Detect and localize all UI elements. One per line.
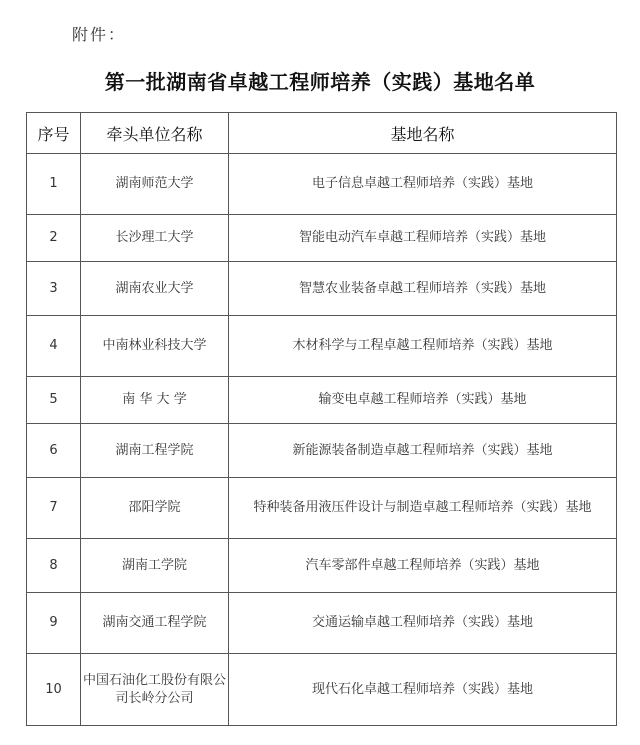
cell-base-name: 汽车零部件卓越工程师培养（实践）基地 bbox=[229, 539, 617, 593]
cell-serial-number: 2 bbox=[27, 215, 81, 262]
table-row bbox=[27, 154, 617, 215]
cell-base-name: 木材科学与工程卓越工程师培养（实践）基地 bbox=[229, 316, 617, 377]
table-header-row bbox=[27, 113, 617, 154]
cell-serial-number: 7 bbox=[27, 478, 81, 539]
cell-lead-unit: 湖南交通工程学院 bbox=[81, 593, 229, 654]
table-row bbox=[27, 215, 617, 262]
cell-base-name: 现代石化卓越工程师培养（实践）基地 bbox=[229, 654, 617, 726]
cell-base-name: 交通运输卓越工程师培养（实践）基地 bbox=[229, 593, 617, 654]
table-row bbox=[27, 424, 617, 478]
table-row bbox=[27, 262, 617, 316]
cell-serial-number: 10 bbox=[27, 654, 81, 726]
cell-serial-number: 3 bbox=[27, 262, 81, 316]
cell-base-name: 电子信息卓越工程师培养（实践）基地 bbox=[229, 154, 617, 215]
cell-lead-unit: 湖南工学院 bbox=[81, 539, 229, 593]
cell-serial-number: 1 bbox=[27, 154, 81, 215]
cell-serial-number: 9 bbox=[27, 593, 81, 654]
base-list-table bbox=[26, 112, 617, 726]
cell-base-name: 新能源装备制造卓越工程师培养（实践）基地 bbox=[229, 424, 617, 478]
cell-lead-unit: 中南林业科技大学 bbox=[81, 316, 229, 377]
table-row bbox=[27, 377, 617, 424]
cell-lead-unit: 中国石油化工股份有限公司长岭分公司 bbox=[81, 654, 229, 726]
cell-lead-unit: 湖南农业大学 bbox=[81, 262, 229, 316]
header-base-name: 基地名称 bbox=[229, 113, 617, 154]
table-row bbox=[27, 593, 617, 654]
cell-base-name: 输变电卓越工程师培养（实践）基地 bbox=[229, 377, 617, 424]
table-row bbox=[27, 654, 617, 726]
cell-serial-number: 5 bbox=[27, 377, 81, 424]
table-row bbox=[27, 539, 617, 593]
cell-serial-number: 4 bbox=[27, 316, 81, 377]
cell-serial-number: 6 bbox=[27, 424, 81, 478]
cell-lead-unit: 湖南师范大学 bbox=[81, 154, 229, 215]
table-row bbox=[27, 478, 617, 539]
cell-lead-unit: 长沙理工大学 bbox=[81, 215, 229, 262]
cell-serial-number: 8 bbox=[27, 539, 81, 593]
cell-lead-unit: 邵阳学院 bbox=[81, 478, 229, 539]
document-title: 第一批湖南省卓越工程师培养（实践）基地名单 bbox=[104, 70, 536, 94]
table-row bbox=[27, 316, 617, 377]
cell-base-name: 智慧农业装备卓越工程师培养（实践）基地 bbox=[229, 262, 617, 316]
header-serial-number: 序号 bbox=[27, 113, 81, 154]
cell-base-name: 智能电动汽车卓越工程师培养（实践）基地 bbox=[229, 215, 617, 262]
header-lead-unit: 牵头单位名称 bbox=[81, 113, 229, 154]
cell-lead-unit: 湖南工程学院 bbox=[81, 424, 229, 478]
cell-lead-unit: 南 华 大 学 bbox=[81, 377, 229, 424]
attachment-label: 附件： bbox=[72, 25, 127, 44]
cell-base-name: 特种装备用液压件设计与制造卓越工程师培养（实践）基地 bbox=[229, 478, 617, 539]
